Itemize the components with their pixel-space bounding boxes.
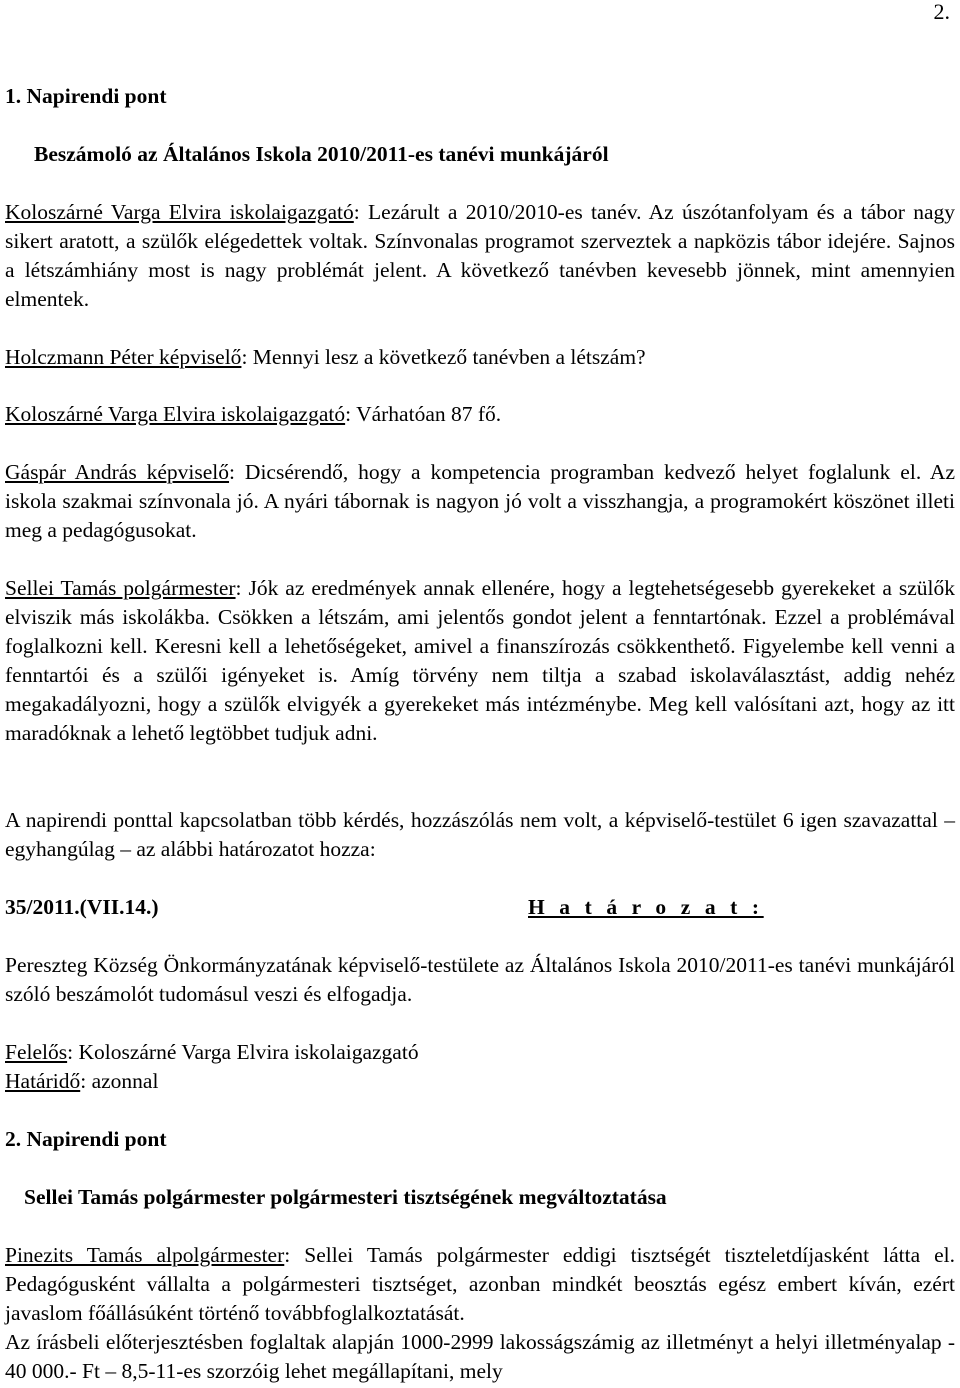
paragraph-2 xyxy=(5,343,955,372)
paragraph-5 xyxy=(5,574,955,748)
paragraph-text: : Jók az eredmények annak ellenére, hogy a legtehetségesebb gyerekeket a szülők elviszik más iskolákba. Csökken a létszám, ami jelentős gondot jelent a fenntartónak. Ezzel a problémával foglalkozni kell. Keresni kell a lehetőségeket, amivel a finanszírozás csökkenthető. Figyelembe kell venni a fenntartói és a szülői igényeket is. Amíg törvény nem tiltja a szabad iskolaválasztást, addig nehéz megakadályozni, hogy a szülők elvigyék a gyerekeket más intézménybe. Meg kell valósítani azt, hogy az itt maradóknak a lehető legtöbbet tudjuk adni. xyxy=(5,576,955,745)
section1-heading: 1. Napirendi pont xyxy=(5,84,167,108)
responsible-label: Felelős xyxy=(5,1040,68,1064)
speaker-name: Koloszárné Varga Elvira iskolaigazgató xyxy=(5,402,346,426)
speaker-name: Sellei Tamás polgármester xyxy=(5,576,236,600)
paragraph-text: : Sellei Tamás polgármester eddigi tisztségét tiszteletdíjasként látta el. Pedagógusként vállalta a polgármesteri tisztséget, azonban mindkét beosztás egész embert kíván, ezért javaslom főállásúként történő továbbfoglalkoztatását. xyxy=(5,1243,956,1325)
deadline-label: Határidő xyxy=(5,1069,81,1093)
responsible-line xyxy=(5,1038,955,1067)
section2-paragraph-2: Az írásbeli előterjesztésben foglaltak alapján 1000-2999 lakosságszámig az illetményt a helyi illetményalap - 40 000.- Ft – 8,5-11-es szorzóig lehet megállapítani, mely xyxy=(5,1330,955,1383)
page-number: 2. xyxy=(933,0,950,24)
vote-paragraph: A napirendi ponttal kapcsolatban több kérdés, hozzászólás nem volt, a képviselő-testület 6 igen szavazattal – egyhangúlag – az alábbi határozatot hozza: xyxy=(5,808,955,861)
section2-heading: 2. Napirendi pont xyxy=(5,1127,167,1151)
paragraph-text: : Mennyi lesz a következő tanévben a létszám? xyxy=(241,345,646,369)
paragraph-text: : Várhatóan 87 fő. xyxy=(345,402,502,426)
paragraph-text: : Lezárult a 2010/2010-es tanév. Az úszótanfolyam és a tábor nagy sikert aratott, a szülők elégedettek voltak. Színvonalas programot szerveztek a napközis tábor idejére. Sajnos a létszámhiány most is nagy problémát jelent. A következő tanévben kevesebb jönnek, mint amennyien elmentek. xyxy=(5,200,956,311)
deadline-line xyxy=(5,1067,955,1096)
resolution-label: H a t á r o z a t : xyxy=(528,895,764,919)
speaker-name: Holczmann Péter képviselő xyxy=(5,345,242,369)
section2-paragraph-1 xyxy=(5,1241,955,1328)
paragraph-1 xyxy=(5,198,955,314)
resolution-text: Pereszteg Község Önkormányzatának képviselő-testülete az Általános Iskola 2010/2011-es tanévi munkájáról szóló beszámolót tudomásul veszi és elfogadja. xyxy=(5,953,955,1006)
section2-title: Sellei Tamás polgármester polgármesteri tisztségének megváltoztatása xyxy=(24,1185,667,1209)
deadline-value: : azonnal xyxy=(80,1069,159,1093)
speaker-name: Pinezits Tamás alpolgármester xyxy=(5,1243,285,1267)
section1-title: Beszámoló az Általános Iskola 2010/2011-es tanévi munkájáról xyxy=(34,142,609,166)
paragraph-3 xyxy=(5,400,955,429)
paragraph-text: : Dicsérendő, hogy a kompetencia programban kedvező helyet foglalunk el. Az iskola szakmai színvonala jó. A nyári tábornak is nagyon jó volt a visszhangja, a programokért köszönet illeti meg a pedagógusokat. xyxy=(5,460,955,542)
resolution-header xyxy=(5,893,955,922)
paragraph-4 xyxy=(5,458,955,545)
resolution-number: 35/2011.(VII.14.) xyxy=(5,895,159,919)
responsible-value: : Koloszárné Varga Elvira iskolaigazgató xyxy=(67,1040,419,1064)
speaker-name: Gáspár András képviselő xyxy=(5,460,230,484)
speaker-name: Koloszárné Varga Elvira iskolaigazgató xyxy=(5,200,354,224)
